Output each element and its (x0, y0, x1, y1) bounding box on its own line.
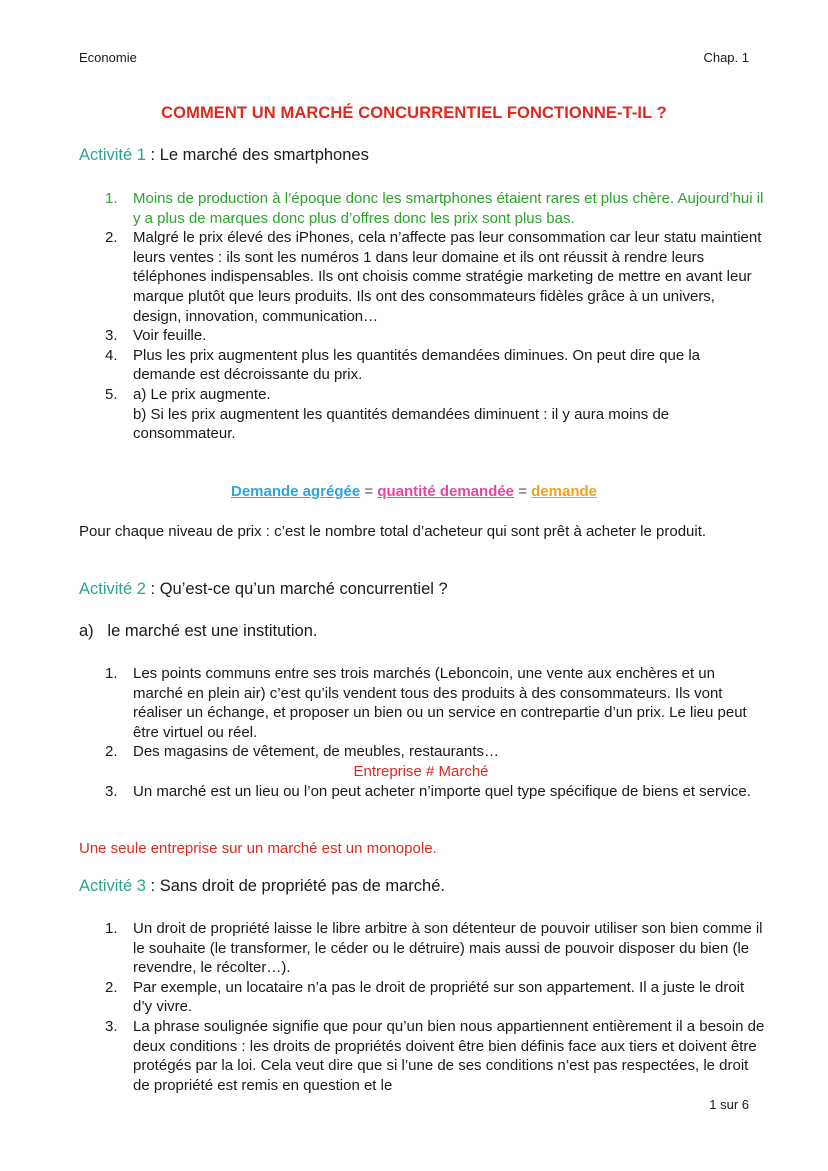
activity3-list (105, 919, 765, 1095)
list-item: 2. Malgré le prix élevé des iPhones, cela n’affecte pas leur consommation car leur statu maintient leurs ventes : ils sont les numéros 1 dans leur domaine et ils ont réussit à rendre leurs téléphones indispensables. Ils ont choisis comme stratégie marketing de mettre en avant leur marque plutôt que leurs produits. Ils ont des consommateurs fidèles grâce à un univers, design, innovation, communication… (105, 229, 762, 325)
list-item: 5. a) Le prix augmente. b) Si les prix augmentent les quantités demandées diminuent : il y aura moins de consommateur. (105, 385, 670, 443)
list-item: 3. La phrase soulignée signifie que pour qu’un bien nous appartiennent entièrement il a besoin de deux conditions : les droits de propriétés doivent être bien définis face aux tiers et doivent être protégés par la loi. Cela veut dire que si l’une de ses conditions n’est pas respectées, le droit de propriété est remis en question et le (105, 1017, 765, 1094)
definition-text: Pour chaque niveau de prix : c’est le nombre total d’acheteur qui sont prêt à acheter le produit. (79, 523, 707, 540)
term-demand: demande (531, 483, 597, 500)
term-quantity-demanded: quantité demandée (377, 483, 515, 500)
activity1-heading (79, 146, 369, 165)
list-item: 4. Plus les prix augmentent plus les quantités demandées diminues. On peut dire que la demande est décroissante du prix. (105, 346, 701, 384)
header-chapter: Chap. 1 (703, 50, 749, 65)
activity2-list (105, 664, 765, 801)
entreprise-note: Entreprise # Marché (353, 762, 489, 780)
activity2-subheading: a) le marché est une institution. (79, 622, 318, 640)
activity2-title: Qu’est-ce qu’un marché concurrentiel ? (159, 580, 448, 598)
list-item: 3. Voir feuille. (105, 327, 207, 345)
activity3-title: Sans droit de propriété pas de marché. (159, 877, 445, 895)
activity2-label: Activité 2 (79, 580, 146, 598)
activity1-label: Activité 1 (79, 146, 146, 164)
term-aggregate-demand: Demande agrégée (230, 483, 361, 500)
activity1-list (105, 189, 765, 444)
activity3-sep: : (145, 877, 160, 895)
page-title: COMMENT UN MARCHÉ CONCURRENTIEL FONCTIONNE-T-IL ? (161, 104, 667, 122)
activity2-heading (79, 580, 448, 599)
list-item: 3. Un marché est un lieu ou l’on peut acheter n’importe quel type spécifique de biens et service. (105, 782, 751, 800)
activity3-label: Activité 3 (79, 877, 146, 895)
header-subject: Economie (79, 50, 137, 65)
list-item: 1. Un droit de propriété laisse le libre arbitre à son détenteur de pouvoir utiliser son bien comme il le souhaite (le transformer, le céder ou le détruire) mais aussi de pouvoir disposer du bien (le revendre, le récolter…). (105, 920, 763, 977)
page-number: 1 sur 6 (709, 1097, 749, 1112)
activity1-title: Le marché des smartphones (159, 146, 369, 164)
monopoly-note: Une seule entreprise sur un marché est un monopole. (79, 840, 437, 857)
activity3-heading (79, 877, 445, 896)
list-item: 2. Des magasins de vêtement, de meubles, restaurants… (105, 743, 500, 761)
list-item: 1. Moins de production à l’époque donc les smartphones étaient rares et plus chère. Aujourd’hui il y a plus de marques donc plus d’offres donc les prix sont plus bas. (105, 190, 764, 227)
activity1-sep: : (145, 146, 160, 164)
activity2-sep: : (145, 580, 160, 598)
list-item: 1. Les points communs entre ses trois marchés (Leboncoin, une vente aux enchères et un marché en plein air) c’est qu’ils vendent tous des produits à des consommateurs. Ils vont réaliser un échange, et proposer un bien ou un service en contrepartie d’un prix. Le lieu peut être virtuel ou réel. (105, 665, 747, 741)
definition-line: Demande agrégée = quantité demandée = demande (230, 483, 597, 500)
list-item: 2. Par exemple, un locataire n’a pas le droit de propriété sur son appartement. Il a juste le droit d’y vivre. (105, 978, 745, 1016)
